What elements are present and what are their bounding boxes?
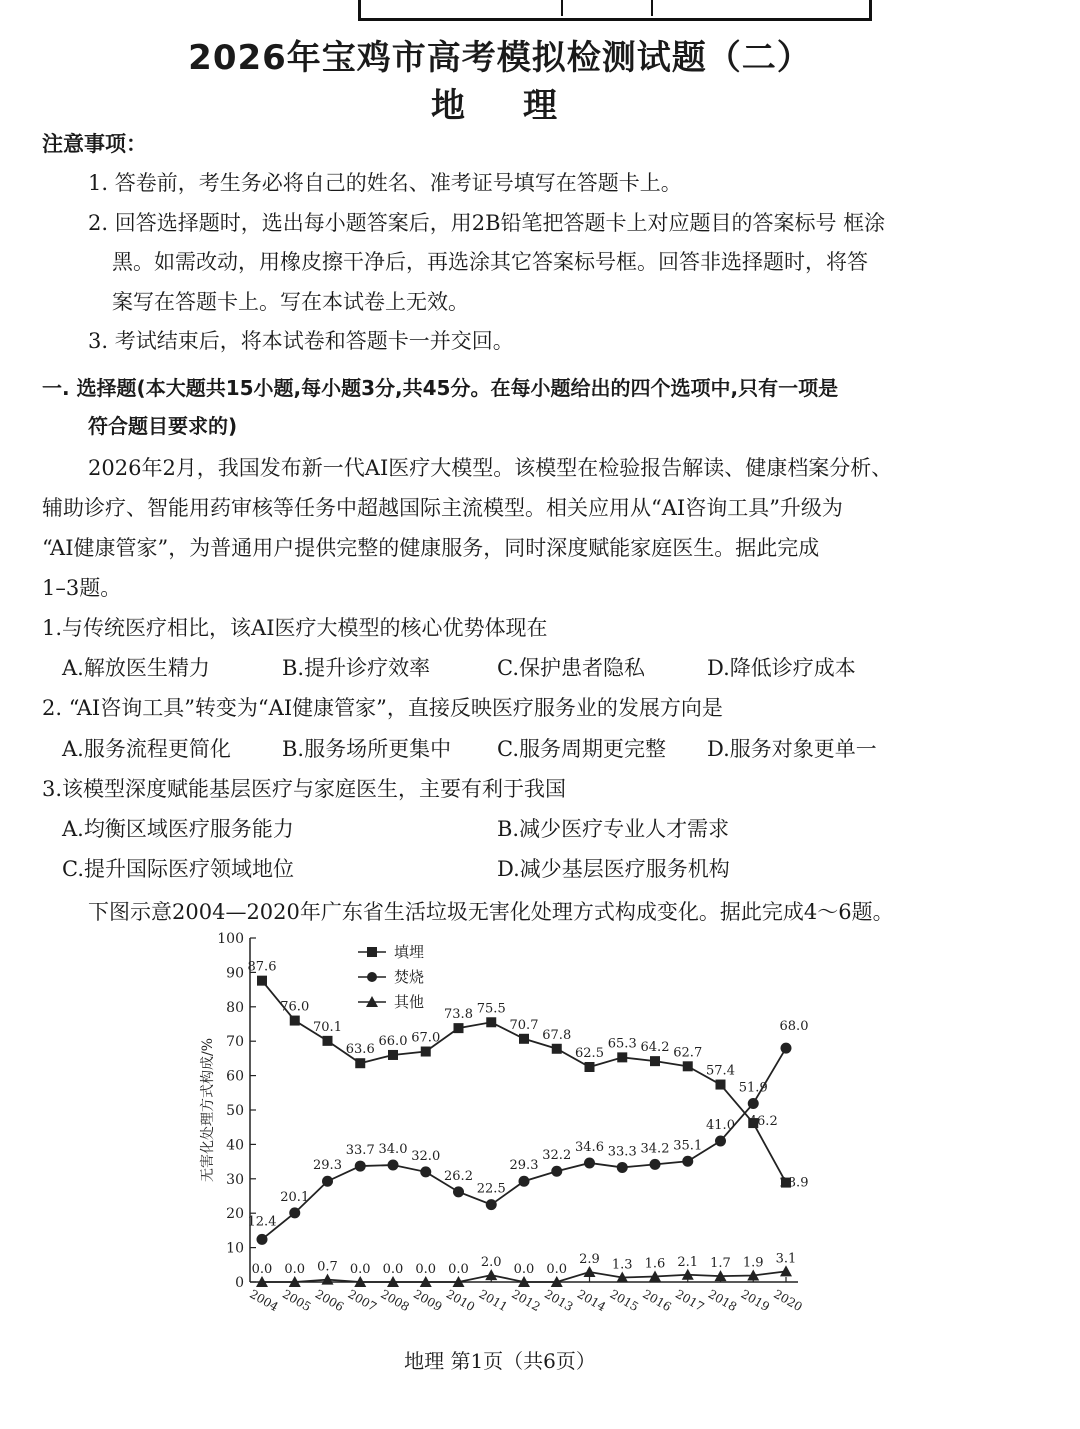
data-point-square	[421, 1047, 431, 1057]
data-point-circle	[584, 1157, 595, 1168]
data-label: 0.7	[317, 1259, 338, 1275]
legend-label: 其他	[394, 993, 425, 1011]
note-item: 2. 回答选择题时，选出每小题答案后，用2B铅笔把答题卡上对应题目的答案标号 框涂	[88, 211, 886, 235]
data-label: 34.0	[378, 1142, 408, 1158]
x-tick-label: 2004	[247, 1286, 281, 1315]
data-label: 65.3	[607, 1036, 637, 1052]
x-tick-label: 2020	[771, 1286, 805, 1315]
x-tick-label: 2013	[542, 1286, 576, 1315]
x-tick-label: 2009	[411, 1286, 445, 1315]
question-option: B.减少医疗专业人才需求	[497, 817, 730, 841]
data-label: 0.0	[251, 1262, 273, 1277]
question-option: D.减少基层医疗服务机构	[497, 857, 730, 881]
data-label: 0.0	[284, 1262, 306, 1277]
passage-line: 2026年2月，我国发布新一代AI医疗大模型。该模型在检验报告解读、健康档案分析、	[88, 456, 893, 480]
y-axis-title: 无害化处理方式构成/%	[200, 1037, 216, 1183]
data-label: 57.4	[706, 1063, 735, 1079]
data-point-square	[355, 1058, 365, 1068]
data-point-circle	[289, 1207, 300, 1218]
data-label: 29.3	[509, 1158, 539, 1174]
chart-svg	[190, 922, 820, 1342]
data-label: 70.1	[313, 1019, 342, 1035]
data-point-circle	[682, 1156, 693, 1167]
data-label: 66.0	[378, 1033, 408, 1049]
note-item: 1. 答卷前，考生务必将自己的姓名、准考证号填写在答题卡上。	[88, 171, 682, 195]
data-label: 2.0	[480, 1255, 502, 1271]
y-tick-label: 80	[226, 999, 244, 1016]
data-point-square	[683, 1061, 693, 1071]
data-point-square	[617, 1052, 627, 1062]
line-chart	[190, 922, 820, 1342]
data-point-square	[323, 1036, 333, 1046]
data-label: 0.0	[382, 1262, 404, 1277]
data-label: 22.5	[476, 1181, 506, 1197]
data-point-triangle	[485, 1269, 497, 1280]
x-tick-label: 2016	[640, 1286, 674, 1315]
data-label: 35.1	[673, 1138, 703, 1154]
data-label: 87.6	[247, 959, 277, 975]
data-label: 0.0	[448, 1262, 469, 1277]
question-option: A.解放医生精力	[62, 656, 210, 680]
data-point-square	[650, 1056, 660, 1066]
data-label: 29.3	[313, 1158, 342, 1174]
data-point-circle	[453, 1186, 464, 1197]
legend-label: 填埋	[394, 943, 425, 961]
x-tick-label: 2015	[607, 1286, 641, 1315]
series-line-填埋	[262, 981, 786, 1183]
data-label: 67.8	[542, 1027, 572, 1043]
question-option: D.服务对象更单一	[707, 737, 877, 761]
data-label: 1.7	[710, 1256, 731, 1272]
data-point-circle	[519, 1176, 530, 1187]
data-label: 0.0	[415, 1262, 437, 1277]
y-tick-label: 50	[226, 1103, 244, 1119]
x-tick-label: 2008	[378, 1286, 412, 1315]
y-tick-label: 30	[226, 1171, 244, 1188]
subject-title: 地 理	[431, 86, 569, 126]
note-item: 3. 考试结束后，将本试卷和答题卡一并交回。	[88, 329, 514, 353]
data-label: 34.6	[575, 1139, 604, 1155]
data-label: 51.9	[738, 1080, 768, 1096]
data-point-circle	[715, 1135, 726, 1146]
passage-line: 1–3题。	[42, 576, 122, 600]
data-label: 26.2	[444, 1168, 473, 1184]
data-label: 0.0	[349, 1262, 371, 1277]
data-label: 62.7	[673, 1045, 703, 1061]
notes-heading: 注意事项：	[42, 132, 147, 156]
question-stem: 1.与传统医疗相比，该AI医疗大模型的核心优势体现在	[42, 616, 548, 640]
data-label: 3.1	[775, 1251, 797, 1267]
x-tick-label: 2012	[509, 1286, 543, 1315]
y-tick-label: 90	[226, 965, 244, 982]
x-tick-label: 2014	[574, 1286, 609, 1315]
data-label: 2.1	[677, 1254, 699, 1270]
y-tick-label: 70	[226, 1034, 244, 1051]
y-tick-label: 60	[226, 1068, 244, 1085]
question-stem: 3.该模型深度赋能基层医疗与家庭医生，主要有利于我国	[42, 777, 567, 801]
data-label: 41.0	[706, 1117, 735, 1133]
data-label: 2.9	[579, 1252, 600, 1268]
x-tick-label: 2018	[705, 1286, 740, 1315]
data-point-square	[257, 976, 267, 986]
passage-line: “AI健康管家”，为普通用户提供完整的健康服务，同时深度赋能家庭医生。据此完成	[42, 536, 820, 560]
data-label: 70.7	[509, 1017, 539, 1033]
y-tick-label: 0	[235, 1275, 244, 1291]
data-label: 33.7	[345, 1143, 375, 1159]
question-stem: 2. “AI咨询工具”转变为“AI健康管家”，直接反映医疗服务业的发展方向是	[42, 696, 723, 720]
data-label: 33.3	[607, 1144, 637, 1160]
data-point-circle	[388, 1160, 399, 1171]
answer-sheet-box	[358, 0, 872, 21]
data-label: 63.6	[345, 1042, 375, 1058]
x-tick-label: 2010	[443, 1286, 478, 1315]
data-point-circle	[355, 1161, 366, 1172]
data-point-circle	[650, 1159, 661, 1170]
x-tick-label: 2006	[312, 1286, 347, 1315]
note-item: 案写在答题卡上。写在本试卷上无效。	[112, 290, 469, 314]
data-label: 73.8	[444, 1007, 473, 1023]
data-label: 75.5	[476, 1001, 506, 1017]
x-tick-label: 2019	[738, 1286, 772, 1315]
data-point-square	[290, 1016, 300, 1026]
data-point-circle	[257, 1234, 268, 1245]
question-option: B.提升诊疗效率	[282, 656, 431, 680]
data-point-square	[519, 1034, 529, 1044]
data-label: 34.2	[640, 1141, 670, 1157]
section-heading: 一. 选择题(本大题共15小题,每小题3分,共45分。在每小题给出的四个选项中,只有一项是	[42, 376, 839, 400]
data-point-circle	[486, 1199, 497, 1210]
data-label: 32.2	[542, 1148, 572, 1164]
data-label: 64.2	[640, 1040, 670, 1056]
x-tick-label: 2011	[476, 1286, 510, 1315]
data-point-triangle	[584, 1266, 596, 1277]
question-option: A.均衡区域医疗服务能力	[62, 817, 294, 841]
legend-marker-square	[367, 947, 377, 957]
data-label: 0.0	[546, 1262, 568, 1277]
data-label: 12.4	[247, 1214, 277, 1230]
data-label: 1.6	[644, 1256, 666, 1272]
x-tick-label: 2017	[673, 1286, 707, 1315]
legend-marker-circle	[367, 972, 377, 982]
data-label: 32.0	[411, 1148, 441, 1164]
data-label: 1.9	[742, 1255, 764, 1271]
data-point-square	[552, 1044, 562, 1054]
data-label: 0.0	[513, 1262, 535, 1277]
x-tick-label: 2005	[280, 1286, 314, 1315]
data-label: 20.1	[280, 1189, 310, 1205]
chart-intro: 下图示意2004—2020年广东省生活垃圾无害化处理方式构成变化。据此完成4～6题。	[88, 900, 894, 924]
x-tick-label: 2007	[345, 1286, 379, 1315]
data-label: 62.5	[575, 1046, 604, 1061]
data-point-triangle	[780, 1265, 792, 1276]
question-option: A.服务流程更简化	[62, 737, 231, 761]
y-tick-label: 40	[226, 1137, 244, 1154]
data-point-circle	[420, 1166, 431, 1177]
data-point-square	[585, 1062, 595, 1072]
exam-title: 2026年宝鸡市高考模拟检测试题（二）	[188, 38, 812, 78]
y-tick-label: 20	[226, 1206, 244, 1223]
data-point-circle	[781, 1043, 792, 1054]
data-label: 67.0	[411, 1030, 441, 1046]
data-point-circle	[748, 1098, 759, 1109]
data-label: 76.0	[280, 999, 310, 1015]
data-label: 68.0	[779, 1019, 809, 1035]
question-option: C.服务周期更完整	[497, 737, 666, 761]
data-label: 46.2	[748, 1114, 778, 1130]
data-label: 1.3	[611, 1257, 633, 1273]
question-option: D.降低诊疗成本	[707, 656, 856, 680]
question-option: B.服务场所更集中	[282, 737, 452, 761]
legend-label: 焚烧	[394, 968, 425, 986]
section-heading-cont: 符合题目要求的)	[88, 414, 238, 438]
y-tick-label: 100	[217, 931, 244, 947]
data-point-circle	[322, 1176, 333, 1187]
data-point-square	[486, 1017, 496, 1027]
data-point-square	[716, 1080, 726, 1090]
data-point-square	[388, 1050, 398, 1060]
question-option: C.提升国际医疗领域地位	[62, 857, 294, 881]
data-label: 28.9	[779, 1175, 809, 1191]
data-point-square	[454, 1023, 464, 1033]
data-point-circle	[551, 1166, 562, 1177]
page-footer: 地理 第1页（共6页）	[404, 1349, 596, 1373]
note-item: 黑。如需改动，用橡皮擦干净后，再选涂其它答案标号框。回答非选择题时，将答	[112, 250, 868, 274]
passage-line: 辅助诊疗、智能用药审核等任务中超越国际主流模型。相关应用从“AI咨询工具”升级为	[42, 496, 843, 520]
question-option: C.保护患者隐私	[497, 656, 645, 680]
data-point-circle	[617, 1162, 628, 1173]
y-tick-label: 10	[226, 1240, 244, 1257]
